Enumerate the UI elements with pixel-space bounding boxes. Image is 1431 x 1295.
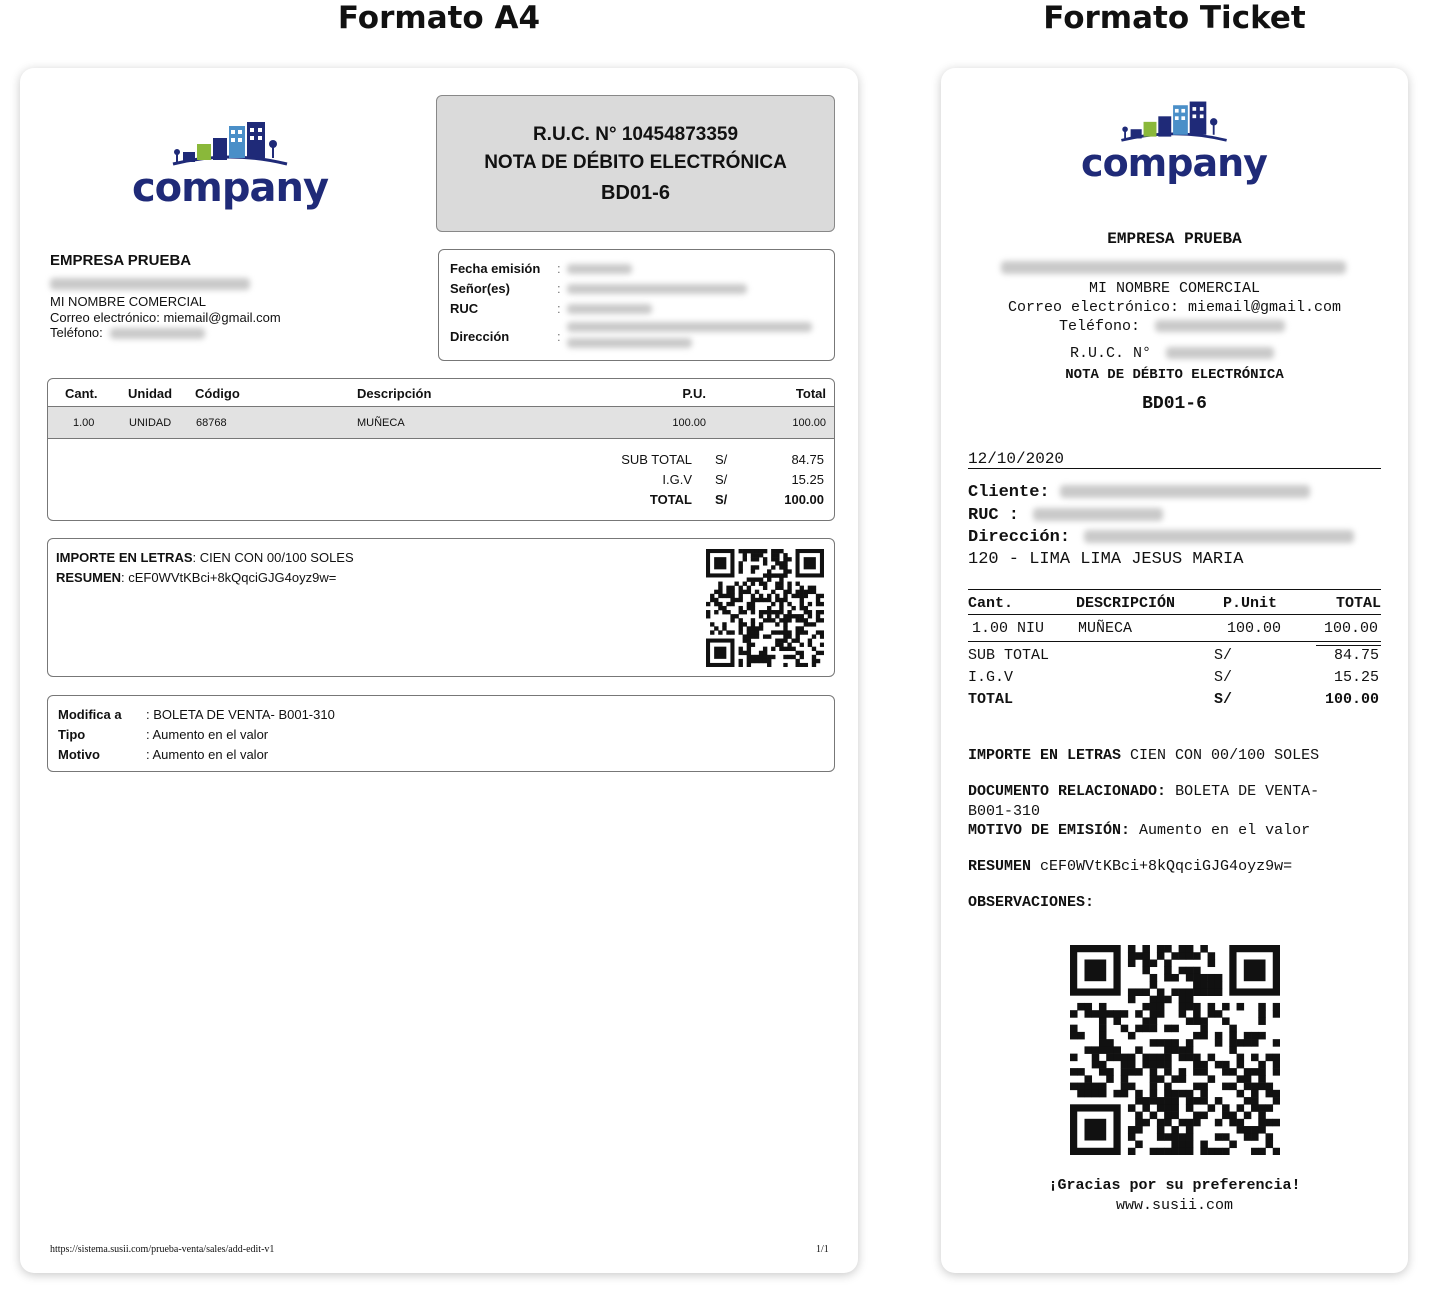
a4-document [20, 68, 858, 1273]
igv-value: 15.25 [1333, 669, 1379, 686]
igv-label: I.G.V [662, 472, 692, 487]
subtotal-value: 84.75 [791, 452, 824, 467]
divider [1316, 645, 1381, 646]
ruc-line: R.U.C. N° [1070, 345, 1274, 362]
item-unit: UNIDAD [129, 417, 172, 429]
col-desc-header: DESCRIPCIÓN [1076, 595, 1176, 612]
issue-date: 12/10/2020 [968, 450, 1065, 468]
modifies-label: Modifica a [58, 707, 122, 722]
col-qty-header: Cant. [65, 386, 98, 401]
footer-page: 1/1 [816, 1244, 829, 1255]
client-name-redacted [567, 284, 747, 294]
company-logo-word: company [131, 165, 329, 211]
company-logo-word: company [1081, 141, 1267, 185]
item-description: MUÑECA [357, 417, 405, 429]
item-total: 100.00 [792, 417, 826, 429]
col-code-header: Código [195, 386, 240, 401]
heading-format-a4: Formato A4 [337, 0, 541, 36]
currency: S/ [715, 492, 728, 507]
table-row [48, 406, 834, 439]
address-field: Dirección: [968, 528, 1354, 547]
company-phone: Teléfono: [50, 325, 205, 340]
igv-label: I.G.V [968, 669, 1014, 686]
currency: S/ [715, 452, 728, 467]
col-unit-header: Unidad [128, 386, 173, 401]
commercial-name: MI NOMBRE COMERCIAL [1088, 280, 1261, 297]
client-ruc-redacted [567, 304, 652, 314]
client-label: Señor(es) [450, 281, 510, 296]
currency: S/ [1214, 669, 1233, 686]
col-desc-header: Descripción [357, 386, 432, 401]
item-unit-price: 100.00 [672, 417, 706, 429]
item-code: 68768 [196, 417, 227, 429]
divider [968, 589, 1381, 590]
colon: : [557, 281, 561, 296]
buildings-logo-icon [165, 116, 295, 168]
phone-redacted [110, 328, 205, 339]
summary-hash: RESUMEN cEF0WVtKBci+8kQqciGJG4oyz9w= [968, 858, 1293, 875]
company-name: EMPRESA PRUEBA [50, 252, 192, 269]
address-label: Dirección [450, 329, 510, 344]
modifies-value: : BOLETA DE VENTA- B001-310 [146, 707, 335, 722]
currency: S/ [1214, 691, 1233, 708]
thanks-message: ¡Gracias por su preferencia! [1048, 1177, 1301, 1194]
total-label: TOTAL [649, 492, 692, 507]
client-ruc-label: RUC [450, 301, 479, 316]
footer-url: https://sistema.susii.com/prueba-venta/sales/add-edit-v1 [50, 1244, 275, 1255]
colon: : [557, 301, 561, 316]
observations-label: OBSERVACIONES: [968, 894, 1095, 911]
qr-code-icon [1070, 945, 1280, 1155]
amount-in-words: IMPORTE EN LETRAS: CIEN CON 00/100 SOLES [56, 550, 354, 565]
divider [968, 614, 1381, 615]
client-ruc-field: RUC : [968, 506, 1163, 525]
related-document: DOCUMENTO RELACIONADO: BOLETA DE VENTA- [968, 783, 1320, 800]
document-number: BD01-6 [1142, 394, 1207, 414]
company-email: Correo electrónico: miemail@gmail.com [50, 310, 281, 325]
colon: : [557, 261, 561, 276]
igv-value: 15.25 [791, 472, 824, 487]
colon: : [557, 329, 561, 344]
type-value: : Aumento en el valor [146, 727, 269, 742]
subtotal-label: SUB TOTAL [968, 647, 1050, 664]
emission-reason: MOTIVO DE EMISIÓN: Aumento en el valor [968, 822, 1311, 839]
subtotal-value: 84.75 [1333, 647, 1379, 664]
col-total-header: TOTAL [1335, 595, 1381, 612]
ticket-document [941, 68, 1408, 1273]
total-value: 100.00 [784, 492, 824, 507]
ruc-number: R.U.C. N° 10454873359 [532, 124, 739, 145]
heading-format-ticket: Formato Ticket [1043, 0, 1306, 36]
ruc-header-box [436, 95, 835, 232]
client-ruc-redacted [1033, 508, 1163, 521]
total-value: 100.00 [1324, 691, 1379, 708]
items-table [47, 378, 835, 521]
phone-redacted [1155, 320, 1285, 332]
address-tail: 120 - LIMA LIMA JESUS MARIA [968, 550, 1244, 569]
summary-hash: RESUMEN: cEF0WVtKBci+8kQqciGJG4oyz9w= [56, 570, 337, 585]
issue-date-redacted [567, 264, 632, 274]
client-name-redacted [1060, 485, 1310, 498]
website: www.susii.com [1115, 1197, 1234, 1214]
subtotal-label: SUB TOTAL [621, 452, 692, 467]
client-field: Cliente: [968, 483, 1310, 502]
company-logo [1074, 96, 1274, 185]
item-description: MUÑECA [1078, 620, 1133, 637]
col-qty-header: Cant. [968, 595, 1014, 612]
qr-code-icon [706, 549, 824, 667]
amount-summary-box [47, 538, 835, 677]
col-pu-header: P.U. [682, 386, 706, 401]
document-type: NOTA DE DÉBITO ELECTRÓNICA [484, 152, 787, 173]
col-total-header: Total [795, 386, 826, 401]
item-unit-price: 100.00 [1226, 620, 1281, 637]
company-email: Correo electrónico: miemail@gmail.com [1007, 299, 1342, 316]
divider [968, 641, 1381, 642]
type-label: Tipo [58, 727, 86, 742]
company-phone: Teléfono: [1059, 318, 1285, 335]
document-number: BD01-6 [601, 182, 670, 204]
client-info-box [438, 249, 835, 361]
issue-date-label: Fecha emisión [450, 261, 541, 276]
company-address-redacted [1001, 261, 1346, 274]
amount-in-words: IMPORTE EN LETRAS CIEN CON 00/100 SOLES [968, 747, 1320, 764]
total-label: TOTAL [968, 691, 1014, 708]
ruc-redacted [1166, 347, 1274, 359]
reason-label: Motivo [58, 747, 100, 762]
item-qty: 1.00 [73, 417, 95, 429]
currency: S/ [1214, 647, 1233, 664]
related-document-number: B001-310 [968, 803, 1041, 820]
address-redacted-1 [567, 322, 812, 332]
company-name: EMPRESA PRUEBA [1107, 230, 1242, 248]
company-address-redacted [50, 278, 250, 290]
col-unitprice-header: P.Unit [1223, 595, 1278, 612]
document-type: NOTA DE DÉBITO ELECTRÓNICA [1065, 367, 1284, 383]
modification-box [47, 695, 835, 772]
address-redacted-2 [567, 338, 692, 348]
reason-value: : Aumento en el valor [146, 747, 269, 762]
company-logo [130, 116, 330, 211]
currency: S/ [715, 472, 728, 487]
buildings-logo-icon [1114, 96, 1234, 144]
item-qty: 1.00 NIU [972, 620, 1045, 637]
address-redacted [1084, 530, 1354, 543]
item-total: 100.00 [1323, 620, 1378, 637]
divider [968, 468, 1381, 469]
commercial-name: MI NOMBRE COMERCIAL [50, 294, 207, 309]
